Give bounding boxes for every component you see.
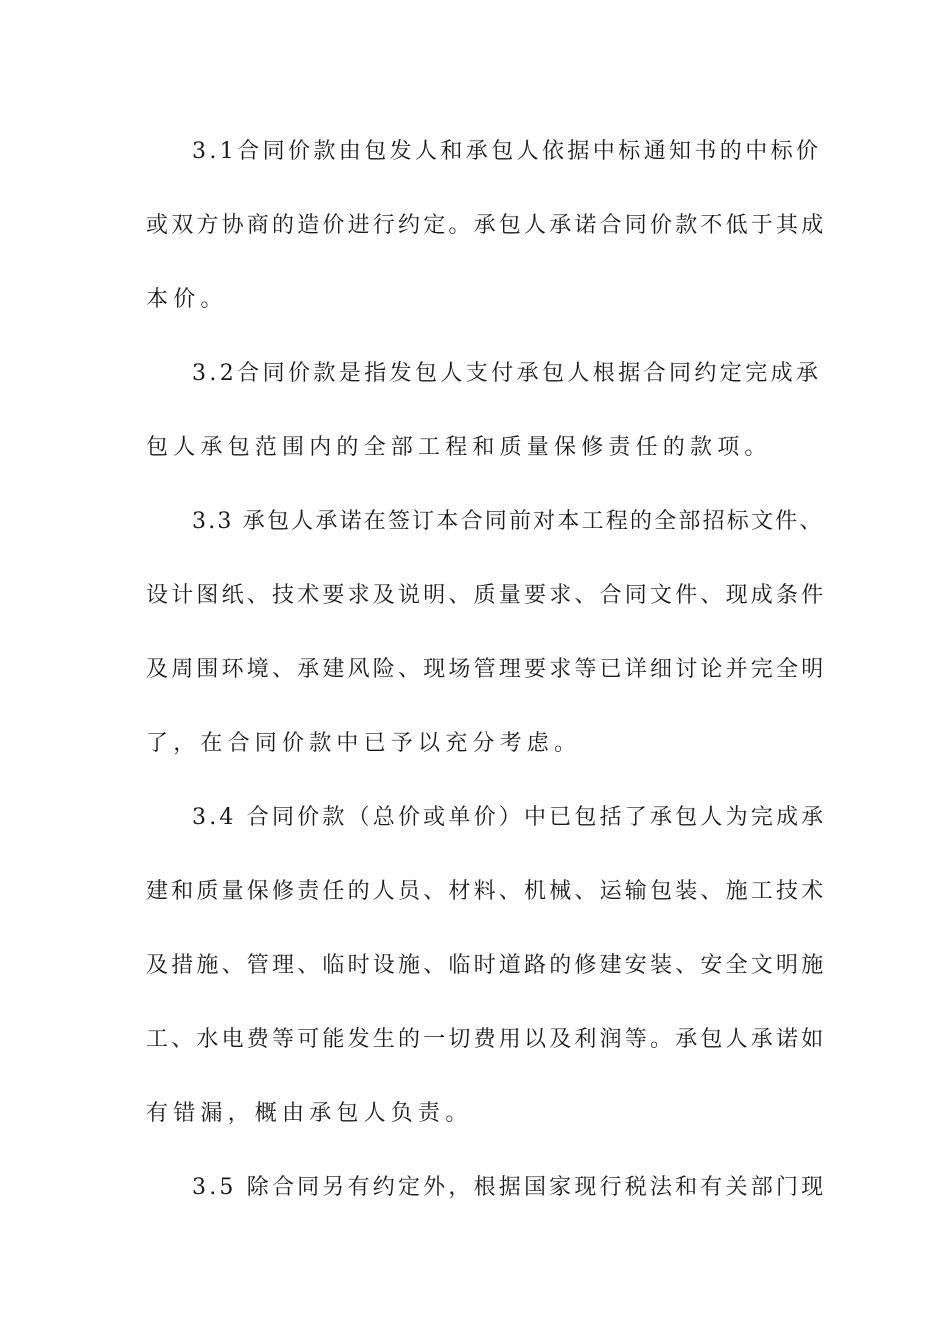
text-line: 及周围环境、承建风险、现场管理要求等已详细讨论并完全明 <box>146 657 827 682</box>
text-line: 本价。 <box>146 287 228 312</box>
text-line: 3.4 合同价款（总价或单价）中已包括了承包人为完成承 <box>192 805 827 830</box>
text-line: 3.5 除合同另有约定外，根据国家现行税法和有关部门现 <box>192 1175 827 1200</box>
text-line: 3.3 承包人承诺在签订本合同前对本工程的全部招标文件、 <box>192 509 824 534</box>
text-line: 包人承包范围内的全部工程和质量保修责任的款项。 <box>146 435 772 460</box>
text-line: 了，在合同价款中已予以充分考虑。 <box>146 731 582 756</box>
text-line: 及措施、管理、临时设施、临时道路的修建安装、安全文明施 <box>146 953 827 978</box>
text-line: 设计图纸、技术要求及说明、质量要求、合同文件、现成条件 <box>146 583 827 608</box>
text-line: 3.1合同价款由包发人和承包人依据中标通知书的中标价 <box>192 139 822 164</box>
text-line: 有错漏，概由承包人负责。 <box>146 1101 473 1126</box>
text-line: 3.2合同价款是指发包人支付承包人根据合同约定完成承 <box>192 361 822 386</box>
text-line: 工、水电费等可能发生的一切费用以及利润等。承包人承诺如 <box>146 1027 827 1052</box>
text-line: 或双方协商的造价进行约定。承包人承诺合同价款不低于其成 <box>146 213 827 238</box>
text-line: 建和质量保修责任的人员、材料、机械、运输包装、施工技术 <box>146 879 827 904</box>
document-body <box>146 126 826 1236</box>
